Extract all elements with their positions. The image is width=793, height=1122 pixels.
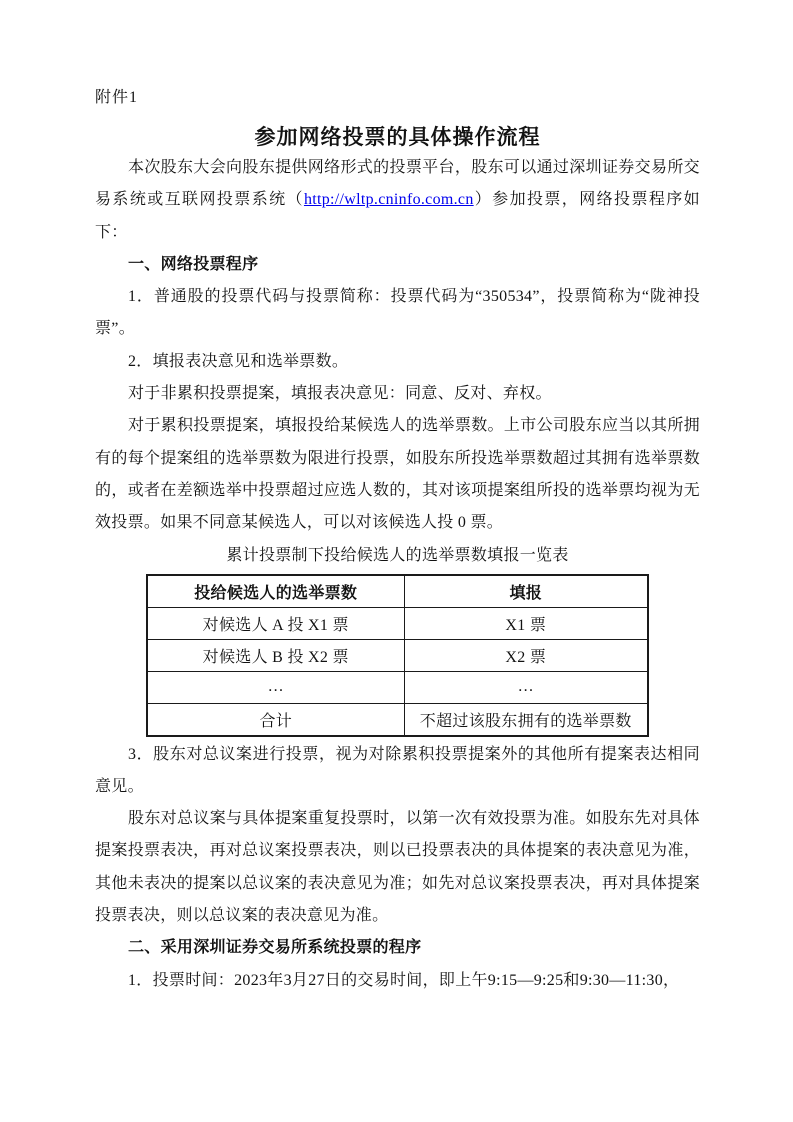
table-header-fill: 填报 bbox=[404, 575, 648, 608]
section1-item2: 2．填报表决意见和选举票数。 bbox=[128, 352, 349, 370]
intro-text-before-link: 本次股东大会向股东提供网络形式的投票平台，股东可以通过深圳证券交易所交易系统或互联网投票系统（ bbox=[95, 159, 700, 209]
table-header-row bbox=[147, 575, 648, 608]
table-header-votes: 投给候选人的选举票数 bbox=[147, 575, 404, 608]
table-cell: 对候选人 A 投 X1 票 bbox=[147, 607, 404, 639]
table-cell: 对候选人 B 投 X2 票 bbox=[147, 639, 404, 671]
table-cell: 合计 bbox=[147, 703, 404, 736]
section2-item1: 1．投票时间：2023年3月27日的交易时间，即上午9:15—9:25和9:30—11:30， bbox=[128, 971, 680, 989]
table-cell: … bbox=[404, 671, 648, 703]
intro-text-after-link: ）参加投票，网络投票程序如下： bbox=[95, 191, 700, 241]
section1-item1: 1．普通股的投票代码与投票简称：投票代码为“350534”，投票简称为“陇神投票”。 bbox=[95, 288, 700, 338]
section1-item3: 3．股东对总议案进行投票，视为对除累积投票提案外的其他所有提案表达相同意见。 bbox=[95, 745, 700, 795]
section1-para-cumulative: 对于累积投票提案，填报投给某候选人的选举票数。上市公司股东应当以其所拥有的每个提案组的选举票数为限进行投票，如股东所投选举票数超过其拥有选举票数的，或者在差额选举中投票超过应选人数的，其对该项提案组所投的选举票均视为无效投票。如果不同意某候选人，可以对该候选人投 0 票。 bbox=[95, 417, 700, 532]
table-caption: 累计投票制下投给候选人的选举票数填报一览表 bbox=[226, 546, 569, 564]
cumulative-voting-table bbox=[146, 574, 649, 737]
section1-para-non-cumulative: 对于非累积投票提案，填报表决意见：同意、反对、弃权。 bbox=[128, 385, 552, 403]
section1-heading: 一、网络投票程序 bbox=[128, 255, 259, 273]
table-row bbox=[147, 703, 648, 736]
table-cell: X1 票 bbox=[404, 607, 648, 639]
page-title: 参加网络投票的具体操作流程 bbox=[254, 125, 541, 149]
intro-paragraph bbox=[95, 152, 700, 249]
table-cell: X2 票 bbox=[404, 639, 648, 671]
table-row bbox=[147, 639, 648, 671]
table-row bbox=[147, 607, 648, 639]
attachment-label: 附件1 bbox=[95, 89, 139, 106]
section1-para-repeat-vote: 股东对总议案与具体提案重复投票时，以第一次有效投票为准。如股东先对具体提案投票表决，再对总议案投票表决，则以已投票表决的具体提案的表决意见为准，其他未表决的提案以总议案的表决意见为准；如先对总议案投票表决，再对具体提案投票表决，则以总议案的表决意见为准。 bbox=[95, 810, 700, 925]
table-row bbox=[147, 671, 648, 703]
voting-website-link[interactable]: http://wltp.cninfo.com.cn bbox=[303, 191, 474, 209]
section2-heading: 二、采用深圳证券交易所系统投票的程序 bbox=[128, 939, 422, 957]
table-cell: 不超过该股东拥有的选举票数 bbox=[404, 703, 648, 736]
table-cell: … bbox=[147, 671, 404, 703]
